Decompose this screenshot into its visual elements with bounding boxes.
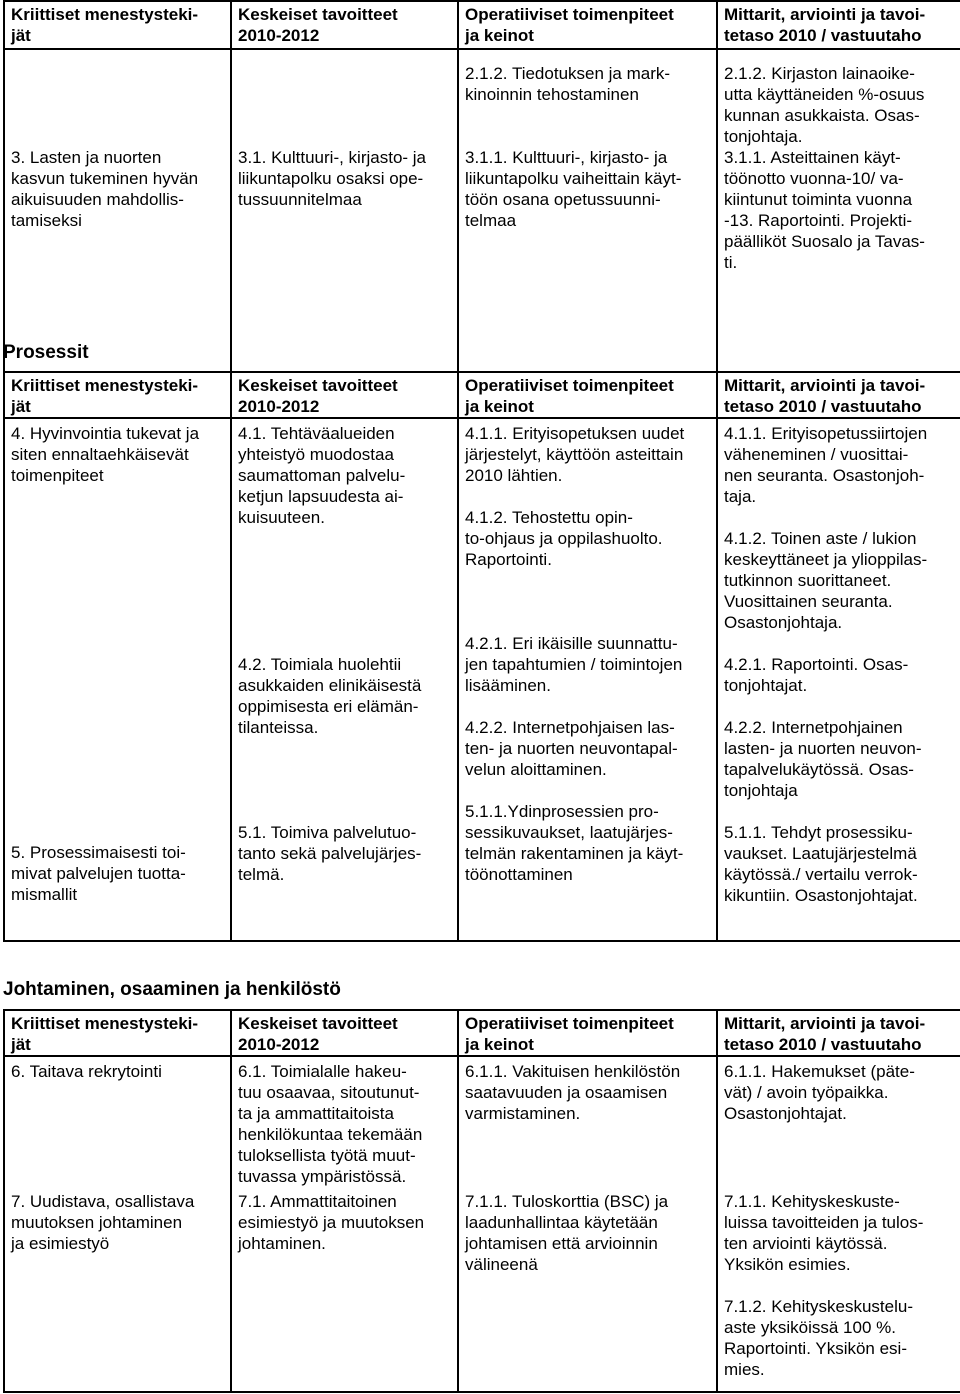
header-kriittiset: Kriittiset menestysteki- jät (11, 376, 199, 416)
cell-mittarit-4-1-1: 4.1.1. Erityisopetussiirtojen väheneminen / vuosittai- nen seuranta. Osastonjoh- taja. (724, 424, 928, 506)
header-kriittiset: Kriittiset menestysteki- jät (11, 1014, 199, 1054)
cell-operatiiviset-b: 3.1.1. Kulttuuri-, kirjasto- ja liikuntapolku vaiheittain käyt- töön osana opetussuunni- telmaa (465, 148, 682, 230)
table-header-row (4, 1, 960, 49)
cell-keskeiset-4-2: 4.2. Toimiala huolehtii asukkaiden elinikäisestä oppimisesta eri elämän- tilanteissa. (238, 655, 422, 737)
header-mittarit: Mittarit, arviointi ja tavoi- tetaso 2010 / vastuutaho (724, 5, 926, 45)
cell-mittarit-7-1-2: 7.1.2. Kehityskeskustelu- aste yksiköissä 100 %. Raportointi. Yksikön esi- mies. (724, 1297, 913, 1379)
goals-table-lasten (3, 0, 960, 389)
cell-mittarit-6-1-1: 6.1.1. Hakemukset (päte- vät) / avoin työpaikka. Osastonjohtajat. (724, 1062, 915, 1123)
header-mittarit: Mittarit, arviointi ja tavoi- tetaso 2010 / vastuutaho (724, 376, 926, 416)
cell-operatiiviset-5-1-1: 5.1.1.Ydinprosessien pro- sessikuvaukset, laatujärjes- telmän rakentaminen ja käyt- töönottaminen (465, 802, 684, 884)
table-row (4, 1056, 960, 1392)
cell-keskeiset-6-1: 6.1. Toimialalle hakeu- tuu osaavaa, sitoutunut- ta ja ammattitaitoista henkilökuntaa tekemään tuloksellista työtä muut- tuvassa ympäristössä. (238, 1062, 423, 1186)
cell-operatiiviset-6-1-1: 6.1.1. Vakituisen henkilöstön saatavuuden ja osaamisen varmistaminen. (465, 1062, 681, 1123)
table-row (4, 418, 960, 941)
cell-keskeiset: 3.1. Kulttuuri-, kirjasto- ja liikuntapolku osaksi ope- tussuunnitelmaa (238, 148, 427, 209)
section-title-prosessit: Prosessit (3, 342, 89, 363)
cell-kriittiset-5: 5. Prosessimaisesti toi- mivat palvelujen tuotta- mismallit (11, 843, 186, 904)
cell-operatiiviset-4-1-1: 4.1.1. Erityisopetuksen uudet järjestelyt, käyttöön asteittain 2010 lähtien. (465, 424, 685, 485)
header-kriittiset: Kriittiset menestysteki- jät (11, 5, 199, 45)
header-mittarit: Mittarit, arviointi ja tavoi- tetaso 2010 / vastuutaho (724, 1014, 926, 1054)
cell-operatiiviset-7-1-1: 7.1.1. Tuloskorttia (BSC) ja laadunhallintaa käytetään johtamisen että arvioinnin välineenä (465, 1192, 669, 1274)
cell-mittarit-4-1-2: 4.1.2. Toinen aste / lukion keskeyttäneet ja ylioppilas- tutkinnon suorittaneet. Vuosittainen seuranta. Osastonjohtaja. (724, 529, 928, 632)
cell-mittarit-5-1-1: 5.1.1. Tehdyt prosessiku- vaukset. Laatujärjestelmä käytössä./ vertailu verrok- kikuntiin. Osastonjohtajat. (724, 823, 918, 905)
header-operatiiviset: Operatiiviset toimenpiteet ja keinot (465, 5, 674, 45)
header-keskeiset: Keskeiset tavoitteet 2010-2012 (238, 376, 398, 416)
table-header-row (4, 372, 960, 418)
cell-keskeiset-7-1: 7.1. Ammattitaitoinen esimiestyö ja muutoksen johtaminen. (238, 1192, 425, 1253)
header-keskeiset: Keskeiset tavoitteet 2010-2012 (238, 5, 398, 45)
cell-kriittiset-4: 4. Hyvinvointia tukevat ja siten ennaltaehkäisevät toimenpiteet (11, 424, 200, 485)
cell-kriittiset-7: 7. Uudistava, osallistava muutoksen johtaminen ja esimiestyö (11, 1192, 195, 1253)
cell-operatiiviset-4-2-1: 4.2.1. Eri ikäisille suunnattu- jen tapahtumien / toimintojen lisääminen. (465, 634, 683, 695)
cell-kriittiset-6: 6. Taitava rekrytointi (11, 1062, 162, 1081)
header-operatiiviset: Operatiiviset toimenpiteet ja keinot (465, 1014, 674, 1054)
header-keskeiset: Keskeiset tavoitteet 2010-2012 (238, 1014, 398, 1054)
cell-mittarit-4-2-1: 4.2.1. Raportointi. Osas- tonjohtajat. (724, 655, 909, 695)
cell-kriittiset: 3. Lasten ja nuorten kasvun tukeminen hyvän aikuisuuden mahdollis- tamiseksi (11, 148, 199, 230)
cell-operatiiviset-4-2-2: 4.2.2. Internetpohjaisen las- ten- ja nuorten neuvontapal- velun aloittaminen. (465, 718, 678, 779)
goals-table-johtaminen (3, 1009, 960, 1393)
cell-mittarit-4-2-2: 4.2.2. Internetpohjainen lasten- ja nuorten neuvon- tapalvelukäytössä. Osas- tonjohtaja (724, 718, 922, 800)
section-title-johtaminen: Johtaminen, osaaminen ja henkilöstö (3, 979, 341, 1000)
cell-operatiiviset-4-1-2: 4.1.2. Tehostettu opin- to-ohjaus ja oppilashuolto. Raportointi. (465, 508, 663, 569)
cell-keskeiset-4-1: 4.1. Tehtäväalueiden yhteistyö muodostaa saumattoman palvelu- ketjun lapsuudesta ai- kuisuuteen. (238, 424, 406, 527)
cell-mittarit: 2.1.2. Kirjaston lainaoike- utta käyttäneiden %-osuus kunnan asukkaista. Osas- tonjohtaja. 3.1.1. Asteittainen käyt- töönotto vuonna-10/ va- kiintunut toiminta vuonna -13. Raportointi. Projekti- päälliköt Suosalo ja Tavas- ti. (724, 64, 925, 272)
table-row (4, 49, 960, 388)
cell-mittarit-7-1-1: 7.1.1. Kehityskeskuste- luissa tavoitteiden ja tulos- ten arviointi käytössä. Yksikön esimies. (724, 1192, 924, 1274)
cell-operatiiviset-a: 2.1.2. Tiedotuksen ja mark- kinoinnin tehostaminen (465, 64, 671, 104)
header-operatiiviset: Operatiiviset toimenpiteet ja keinot (465, 376, 674, 416)
table-header-row (4, 1010, 960, 1056)
goals-table-prosessit (3, 371, 960, 942)
cell-keskeiset-5-1: 5.1. Toimiva palvelutuo- tanto sekä palvelujärjes- telmä. (238, 823, 422, 884)
